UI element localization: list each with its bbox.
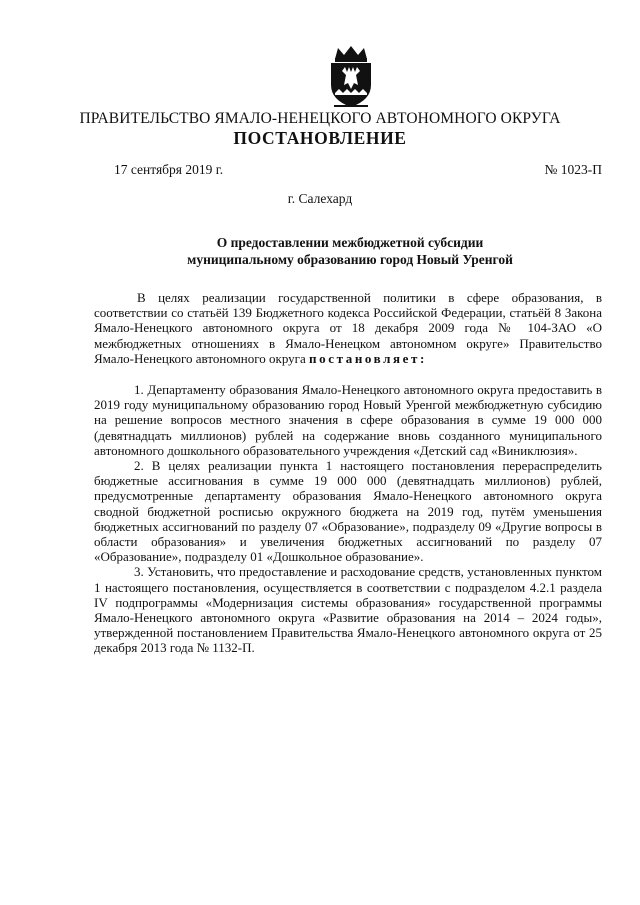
resolution-item-3: 3. Установить, что предоставление и расходование средств, установленных пунктом 1 настоящего постановления, осуществляется в соответствии с подразделом 4.2.1 раздела IV подпрограммы «Модернизация системы образования» государственной программы Ямало-Ненецкого автономного округа «Развитие образования на 2014 – 2024 годы», утвержденной постановлением Правительства Ямало-Ненецкого автономного округа от 25 декабря 2013 года № 1132-П. (94, 564, 602, 656)
document-city: г. Салехард (287, 191, 353, 206)
paragraph-gap (94, 366, 602, 382)
document-title-line-1: О предоставлении межбюджетной субсидии (216, 235, 484, 250)
document-title-line-2: муниципальному образованию город Новый Уренгой (187, 252, 513, 267)
preamble-paragraph (94, 290, 602, 366)
resolution-item-1: 1. Департаменту образования Ямало-Ненецкого автономного округа предоставить в 2019 году муниципальному образованию город Новый Уренгой межбюджетную субсидию на решение вопросов местного значения в сфере образования в сумме 19 000 000 (девятнадцать миллионов) рублей на содержание вновь созданного муниципального автономного дошкольного образовательного учреждения «Детский сад «Виниклюзия». (94, 382, 602, 458)
document-body (94, 290, 602, 656)
preamble-text: В целях реализации государственной политики в сфере образования, в соответствии со статьёй 139 Бюджетного кодекса Российской Федерации, статьёй 8 Закона Ямало-Ненецкого автономного округа от 18 декабря 2009 года № 104-ЗАО «О межбюджетных отношениях в Ямало-Ненецком автономном округе» Правительство Ямало-Ненецкого автономного округа (94, 290, 602, 366)
document-title (100, 234, 600, 268)
coat-of-arms-icon (325, 45, 377, 109)
document-date: 17 сентября 2019 г. (114, 162, 224, 177)
government-name: ПРАВИТЕЛЬСТВО ЯМАЛО-НЕНЕЦКОГО АВТОНОМНОГО ОКРУГА (79, 110, 561, 127)
resolution-item-2: 2. В целях реализации пункта 1 настоящего постановления перераспределить бюджетные ассигнования в сумме 19 000 000 (девятнадцать миллионов) рублей, предусмотренные департаменту образования Ямало-Ненецкого автономного округа сводной бюджетной росписью окружного бюджета на 2019 год, путём уменьшения бюджетных ассигнований по разделу 07 «Образование», подразделу 09 «Другие вопросы в области образования» и увеличения бюджетных ассигнований по разделу 07 «Образование», подразделу 01 «Дошкольное образование». (94, 458, 602, 565)
decree-word: постановляет: (309, 350, 427, 366)
document-type: ПОСТАНОВЛЕНИЕ (233, 128, 407, 148)
document-number: № 1023-П (544, 162, 602, 177)
